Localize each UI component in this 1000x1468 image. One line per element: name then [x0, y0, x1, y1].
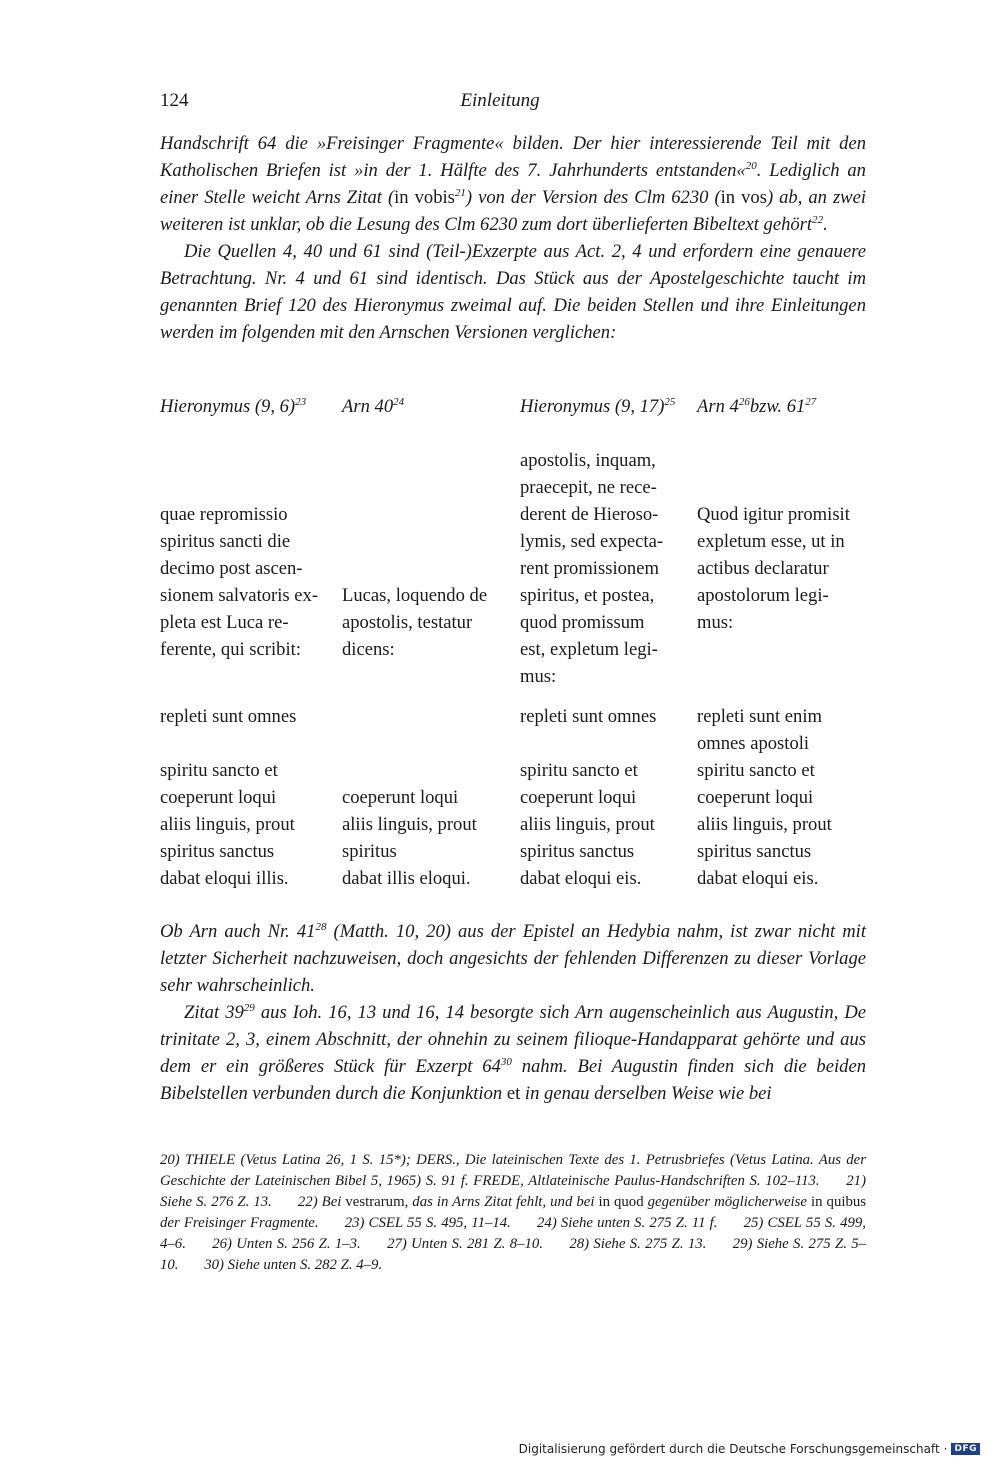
col3-spiritu: spiritu sancto et coeperunt loqui aliis linguis, prout spiritus sanctus dabat eloqui eis. — [520, 760, 655, 889]
footnote-27: 27) Unten S. 281 Z. 8–10. — [387, 1236, 544, 1252]
dfg-logo: DFG — [951, 1443, 980, 1455]
funding-notice: Digitalisierung gefördert durch die Deutsche Forschungsgemeinschaft · DFG — [519, 1442, 980, 1456]
col2-intro: Lucas, loquendo de apostolis, testatur dicens: — [342, 585, 488, 660]
footnote-25: 25) CSEL 55 S. 499, 4–6. — [160, 1215, 867, 1252]
intro-paragraph: Handschrift 64 die »Freisinger Fragmente« bilden. Der hier interessierende Teil mit den Katholischen Briefen ist »in der 1. Hälfte des 7. Jahrhunderts entstanden«$^{20}$. Lediglich an einer Stelle weicht Arns Zitat (in vobis$^{21}$) von der Version des Clm 6230 (in vos) ab, an zwei weiteren ist unklar, ob die Lesung des Clm 6230 zum dort überlieferten Bibeltext gehört$^{22}$. — [160, 133, 867, 235]
col4-spiritu: spiritu sancto et coeperunt loqui aliis linguis, prout spiritus sanctus dabat eloqui eis. — [697, 760, 832, 889]
footnote-ref-21: 21 — [454, 186, 466, 199]
footnote-ref-28: 28 — [315, 920, 327, 933]
col2-spiritu: coeperunt loqui aliis linguis, prout spiritus dabat illis eloqui. — [342, 787, 477, 889]
footnote-ref-22: 22 — [812, 213, 824, 226]
footnote-23: 23) CSEL 55 S. 495, 11–14. — [344, 1215, 511, 1231]
footnote-22: 22) Bei vestrarum, das in Arns Zitat fehlt, und bei in quod gegenüber möglicherweise in quibus der Freisinger Fragmente. — [160, 1194, 867, 1231]
footnote-24: 24) Siehe unten S. 275 Z. 11 f. — [537, 1215, 718, 1231]
ob-arn-paragraph: Ob Arn auch Nr. $41^{28}$ (Matth. 10, 20) aus der Epistel an Hedybia nahm, ist zwar nicht mit letzter Sicherheit nachzuweisen, doch angesichts der fehlenden Differenzen zu dieser Vorlage sehr wahrscheinlich. — [160, 920, 866, 996]
footnote-ref-20: 20 — [745, 159, 757, 172]
footnote-21: 21) Siehe S. 276 Z. 13. — [160, 1173, 867, 1210]
col3-repleti: repleti sunt omnes — [520, 706, 657, 727]
col4-intro: Quod igitur promisit expletum esse, ut in actibus declaratur apostolorum legi- mus: — [697, 504, 850, 633]
synopsis-header-hieronymus-9-17: Hieronymus (9, 17)$^{25}$ — [520, 395, 676, 417]
footnote-26: 26) Unten S. 256 Z. 1–3. — [212, 1236, 361, 1252]
footnote-30: 30) Siehe unten S. 282 Z. 4–9. — [204, 1257, 383, 1273]
funding-text: Digitalisierung gefördert durch die Deutsche Forschungsgemeinschaft — [518, 1442, 940, 1456]
col1-spiritu: spiritu sancto et coeperunt loqui aliis linguis, prout spiritus sanctus dabat eloqui illis. — [160, 760, 295, 889]
page-number: 124 — [160, 90, 189, 111]
synopsis-header-arn-4-61: Arn $4^{26}bzw$. $61^{27}$ — [697, 395, 817, 417]
synopsis-header-hieronymus-9-6: Hieronymus (9, 6)$^{23}$ — [160, 395, 307, 417]
footnote-20: 20) THIELE (Vetus Latina 26, 1 S. 15*); DERS., Die lateinischen Texte des 1. Petrusbriefes (Vetus Latina. Aus der Geschichte der Lateinischen Bibel 5, 1965) S. 91 f. FREDE, Altlateinische Paulus-Handschriften S. 102–113. — [160, 1152, 866, 1189]
footnote-29: 29) Siehe S. 275 Z. 5–10. — [160, 1236, 866, 1273]
synopsis-header-arn-40: Arn $40^{24}$ — [342, 395, 405, 417]
running-head: Einleitung — [460, 90, 540, 111]
footnote-ref-30: 30 — [500, 1055, 512, 1068]
col4-repleti: repleti sunt enim omnes apostoli — [697, 706, 822, 754]
col3-intro: apostolis, inquam, praecepit, ne rece- derent de Hieroso- lymis, sed expecta- rent promissionem spiritus, et postea, quod promissum est, expletum legi- mus: — [520, 450, 664, 687]
footnote-28: 28) Siehe S. 275 Z. 13. — [569, 1236, 707, 1252]
body-text-top — [160, 130, 866, 346]
body-text-bottom — [160, 918, 866, 1107]
footnote-ref-29: 29 — [243, 1001, 255, 1014]
zitat-paragraph: Zitat $39^{29}$ aus Ioh. 16, 13 und 16, 14 besorgte sich Arn augenscheinlich aus Augustin, De trinitate 2, 3, einem Abschnitt, der ohnehin zu seinem filioque-Handapparat gehörte und aus dem er ein größeres Stück für Exzerpt $64^{30}$ nahm. Bei Augustin finden sich die beiden Bibelstellen verbunden durch die Konjunktion et in genau derselben Weise wie bei — [160, 1001, 866, 1104]
col1-repleti: repleti sunt omnes — [160, 706, 297, 727]
col1-intro: quae repromissio spiritus sancti die decimo post ascen- sionem salvatoris ex- pleta est Luca re- ferente, qui scribit: — [160, 504, 319, 660]
footnotes — [160, 1150, 866, 1276]
sources-paragraph: Die Quellen 4, 40 und 61 sind (Teil-)Exzerpte aus Act. 2, 4 und erfordern eine genauere Betrachtung. Nr. 4 und 61 sind identisch. Das Stück aus der Apostelgeschichte taucht im genannten Brief 120 des Hieronymus zweimal auf. Die beiden Stellen und ihre Einleitungen werden im folgenden mit den Arnschen Versionen verglichen: — [160, 241, 866, 343]
